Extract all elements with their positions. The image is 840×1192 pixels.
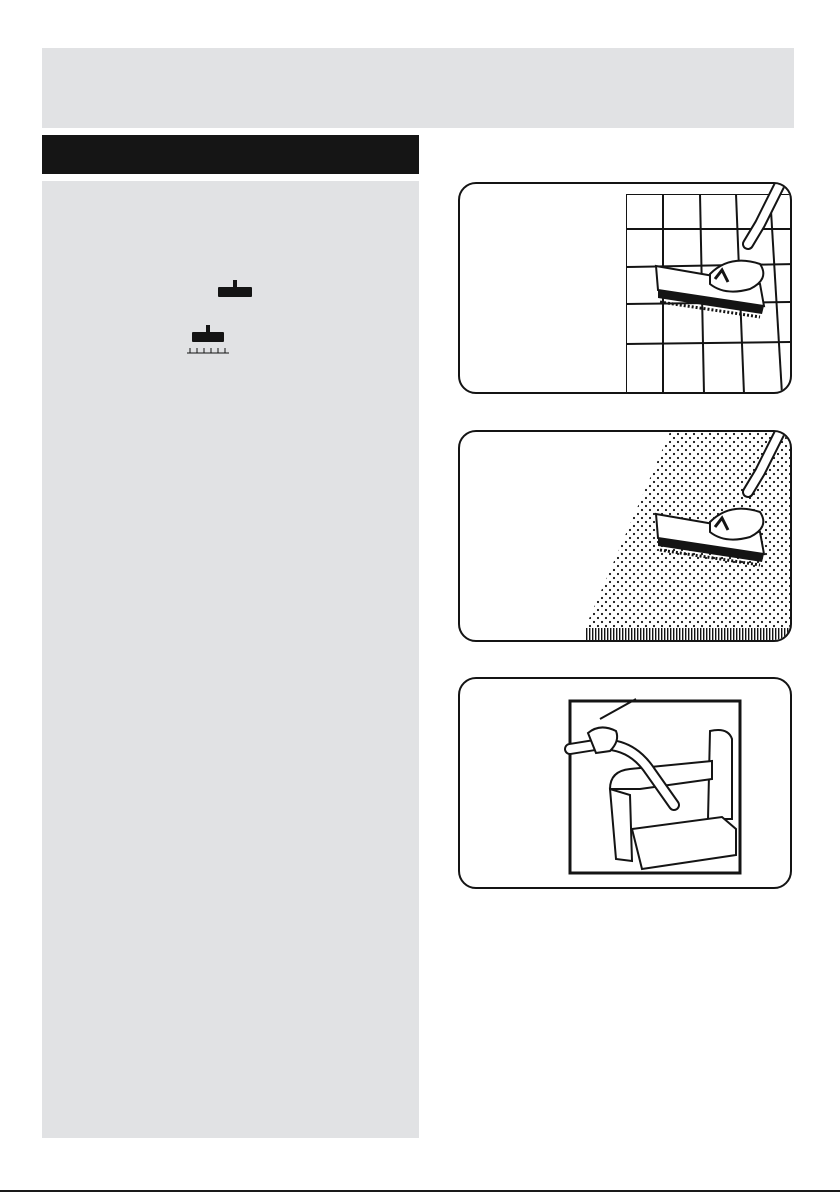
carpet-brush-icon (187, 325, 229, 357)
header-band (42, 48, 794, 128)
carpet-illustration (458, 430, 792, 642)
hard-floor-brush-icon (218, 280, 252, 298)
upholstery-illustration (458, 677, 792, 889)
section-heading-bar (42, 135, 419, 174)
hard-floor-illustration (458, 182, 792, 394)
instructions-panel (42, 181, 419, 1138)
